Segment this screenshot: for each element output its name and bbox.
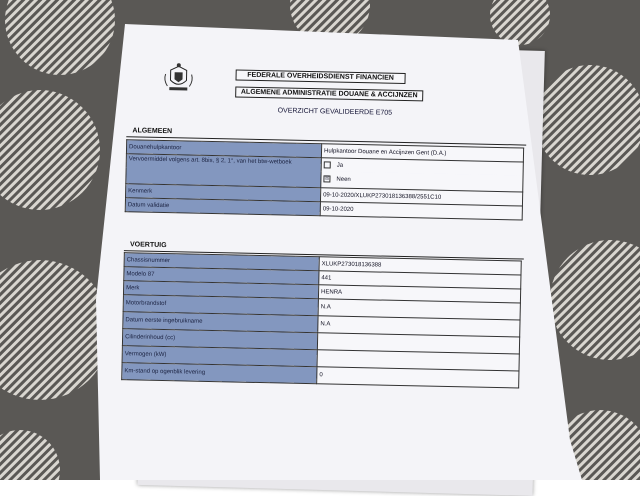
douane-value: Hulpkantoor Douane en Accijnzen Gent (D.A.) [321,144,523,162]
kenmerk-value: 09-10-2020/XLUKP273018136388/2551C10 [320,188,522,206]
voertuig-table [121,252,522,388]
voertuig-label: Chassisnummer [124,253,319,271]
voertuig-value: 441 [319,271,521,289]
voertuig-label: Datum eerste ingebruikname [123,312,318,333]
voertuig-label: Km-stand op ogenblik levering [122,363,317,384]
datum-value: 09-10-2020 [320,202,522,220]
voertuig-label: Vermogen (kW) [122,346,317,367]
datum-label: Datum validatie [125,198,320,216]
voertuig-label: Motorbrandstof [123,295,318,316]
belgian-coat-of-arms-icon [161,62,196,93]
voertuig-value: HENRA [318,285,520,303]
voertuig-label: Merk [123,281,318,299]
kenmerk-label: Kenmerk [126,184,321,202]
voertuig-value: N.A [318,316,520,337]
document-content [109,55,538,484]
voertuig-value: XLUKP273018136388 [319,257,521,275]
voertuig-value: 0 [317,367,519,388]
checkbox-unchecked-icon [324,161,331,168]
voertuig-title: VOERTUIG [129,241,167,250]
voertuig-label: Modelo 87 [124,267,319,285]
algemeen-title: ALGEMEEN [132,127,173,136]
option-ja: Ja [321,158,523,176]
algemeen-table [125,139,524,220]
ministry-header: FEDERALE OVERHEIDSDIENST FINANCIEN [235,69,405,84]
checkbox-checked-icon: ☒ [324,175,330,182]
administration-header: ALGEMENE ADMINISTRATIE DOUANE & ACCIJNZEN [235,86,423,101]
option-neen: ☒ Neen [321,171,523,192]
vervoer-label: Vervoermiddel volgens art. 8bis, § 2, 1°, van het btw-wetboek [126,154,322,188]
voertuig-label: Cilinderinhoud (cc) [122,329,317,350]
voertuig-value: N.A [318,299,520,320]
overview-title: OVERZICHT GEVALIDEERDE E705 [277,107,393,117]
douane-label: Douanehulpkantoor [126,140,321,158]
